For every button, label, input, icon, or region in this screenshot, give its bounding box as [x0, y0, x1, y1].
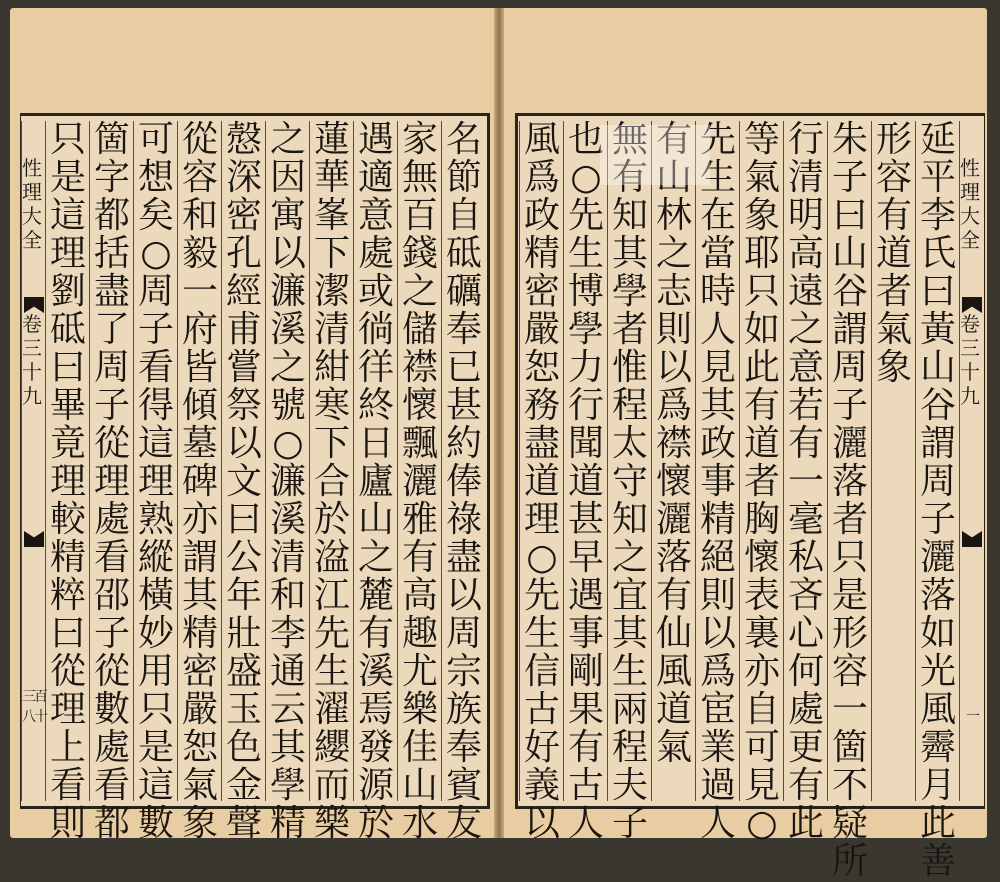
fish-tail-bottom-icon [24, 531, 44, 547]
right-margin-column [959, 121, 984, 801]
paper-wear-mark [600, 125, 710, 185]
left-text-frame [20, 113, 490, 844]
text-column: 風 爲 政 精 密 嚴 恕 務 盡 道 理 ○ 先 生 信 古 好 義 以 [519, 121, 564, 801]
text-column: 從 容 和 毅 一 府 皆 傾 墓 碑 亦 謂 其 精 密 嚴 恕 氣 象 [177, 121, 222, 801]
margin-volume-label: 卷三十九 [960, 312, 980, 408]
right-leaf-number: 一 [966, 709, 978, 725]
text-column: 也 ○ 先 生 博 學 力 行 聞 道 甚 早 遇 事 剛 果 有 古 人 [563, 121, 608, 801]
text-column: 蓮 華 峯 下 潔 清 紺 寒 下 合 於 湓 江 先 生 濯 纓 而 樂 [309, 121, 354, 801]
fish-tail-bottom-icon [962, 531, 982, 547]
text-column: 可 想 矣 ○ 周 子 看 得 這 理 熟 縱 橫 妙 用 只 是 這 數 [133, 121, 178, 801]
text-column: 形 容 有 道 者 氣 象 [871, 121, 916, 801]
left-leaf-number: 三百八十 [22, 689, 46, 725]
text-column: 延 平 李 氏 曰 黃 山 谷 謂 周 子 灑 落 如 光 風 霽 月 此 善 [915, 121, 960, 801]
text-column: 遇 適 意 處 或 徜 徉 終 日 廬 山 之 麓 有 溪 焉 發 源 於 [353, 121, 398, 801]
text-column: 朱 子 曰 山 谷 謂 周 子 灑 落 者 只 是 形 容 一 箇 不 疑 所 [827, 121, 872, 801]
text-column: 之 因 寓 以 濂 溪 之 號 ○ 濂 溪 清 和 李 通 云 其 學 精 [265, 121, 310, 801]
book-gutter [494, 8, 504, 838]
text-column: 慤 深 密 孔 經 甫 嘗 祭 以 文 曰 公 年 壯 盛 玉 色 金 聲 [221, 121, 266, 801]
text-column: 有 山 林 之 志 則 以 爲 襟 懷 灑 落 有 仙 風 道 氣 [651, 121, 696, 801]
text-column: 只 是 這 理 劉 砥 曰 畢 竟 理 較 精 粹 曰 從 理 上 看 則 [45, 121, 90, 801]
margin-book-title: 性理大全 [22, 156, 42, 252]
left-margin-column [21, 121, 46, 801]
margin-volume-label: 卷三十九 [22, 312, 42, 408]
fish-tail-top-icon [962, 297, 982, 313]
text-column: 等 氣 象 耶 只 如 此 有 道 者 胸 懷 表 裏 亦 自 可 見 ○ [739, 121, 784, 801]
text-column: 先 生 在 當 時 人 見 其 政 事 精 絕 則 以 爲 宦 業 過 人 [695, 121, 740, 801]
text-column: 無 有 知 其 學 者 惟 程 太 守 知 之 宜 其 生 兩 程 夫 子 [607, 121, 652, 801]
right-text-frame [515, 113, 985, 882]
text-column: 家 無 百 錢 之 儲 襟 懷 飄 灑 雅 有 高 趣 尤 樂 佳 山 水 [397, 121, 442, 801]
fish-tail-top-icon [24, 297, 44, 313]
text-column: 箇 字 都 括 盡 了 周 子 從 理 處 看 邵 子 從 數 處 看 都 [89, 121, 134, 801]
margin-book-title: 性理大全 [960, 156, 980, 252]
text-column: 名 節 自 砥 礪 奉 已 甚 約 俸 祿 盡 以 周 宗 族 奉 賓 友 [441, 121, 486, 801]
text-column: 行 清 明 高 遠 之 意 若 有 一 毫 私 吝 心 何 處 更 有 此 [783, 121, 828, 801]
